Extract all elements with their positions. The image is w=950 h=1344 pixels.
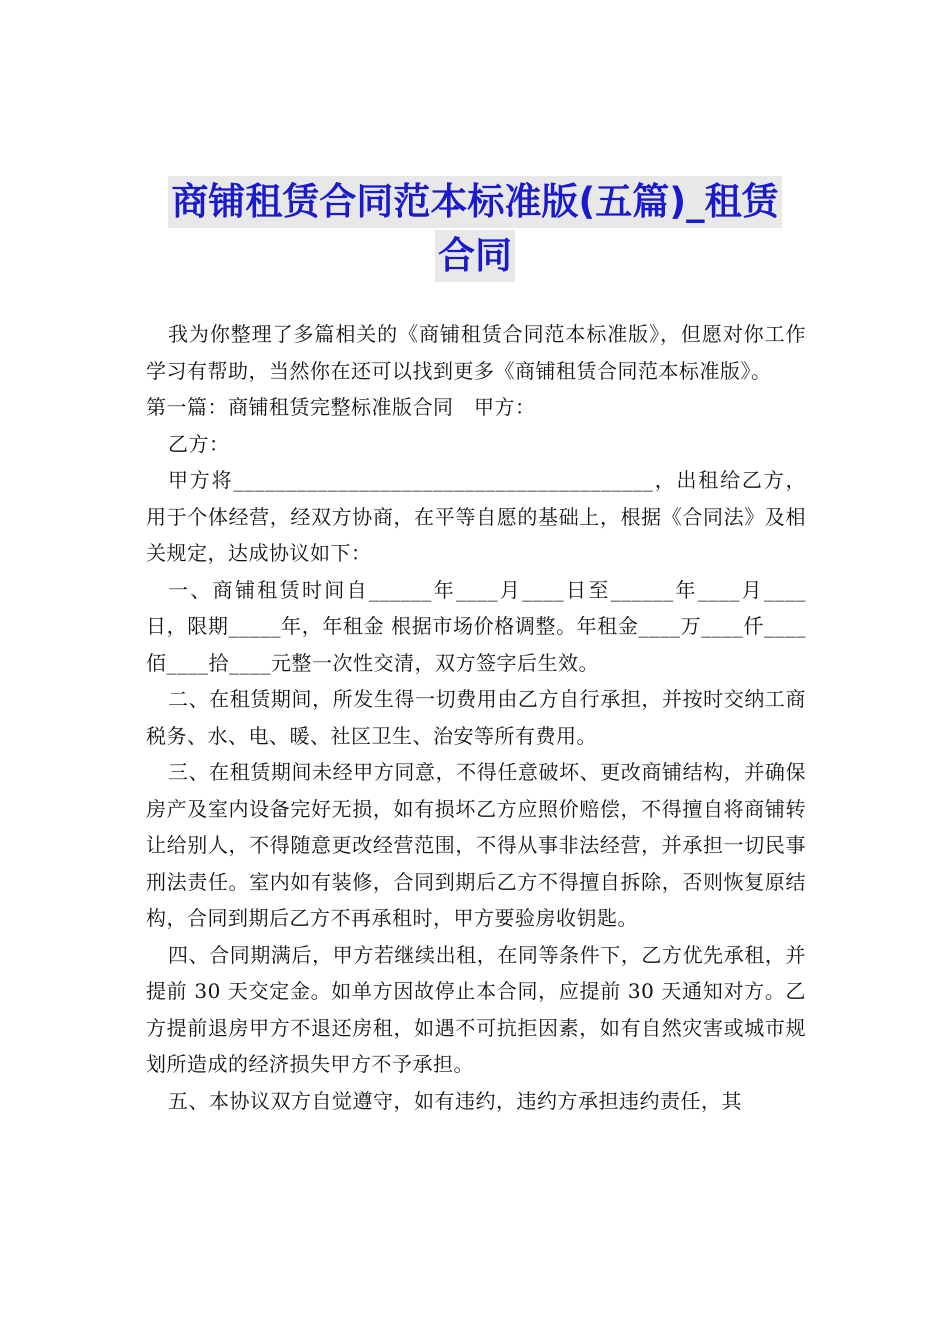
party-b-line: 乙方：: [168, 431, 230, 456]
section-heading-first: 第一篇：商铺租赁完整标准版合同 甲方：: [146, 395, 536, 419]
clause-5-paragraph: 五、本协议双方自觉遵守，如有违约，违约方承担违约责任，其: [168, 1088, 742, 1113]
intro-paragraph: 我为你整理了多篇相关的《商铺租赁合同范本标准版》，但愿对你工作学习有帮助，当然你在还可以找到更多《商铺租赁合同范本标准版》。: [146, 322, 806, 383]
lease-premise-paragraph: 甲方将________________________________________，出租给乙方，用于个体经营，经双方协商，在平等自愿的基础上，根据《合同法》及相关规定，达成协议如下：: [146, 468, 806, 565]
title-line-1: 商铺租赁合同范本标准版(五篇)_租赁: [168, 176, 781, 228]
clause-1-paragraph: 一、商铺租赁时间自______年____月____日至______年____月____日，限期_____年，年租金 根据市场价格调整。年租金____万____仟____佰____拾____元整一次性交清，双方签字后生效。: [146, 577, 806, 675]
clause-2-paragraph: 二、在租赁期间，所发生得一切费用由乙方自行承担，并按时交纳工商税务、水、电、暖、社区卫生、治安等所有费用。: [146, 687, 806, 748]
document-title: [100, 176, 850, 284]
document-body: [146, 316, 806, 1119]
title-line-2: 合同: [435, 230, 515, 282]
clause-3-paragraph: 三、在租赁期间未经甲方同意，不得任意破坏、更改商铺结构，并确保房产及室内设备完好无损，如有损坏乙方应照价赔偿，不得擅自将商铺转让给别人，不得随意更改经营范围，不得从事非法经营，并承担一切民事刑法责任。室内如有装修，合同到期后乙方不得擅自拆除，否则恢复原结构，合同到期后乙方不再承租时，甲方要验房收钥匙。: [146, 760, 806, 930]
clause-4-paragraph: 四、合同期满后，甲方若继续出租，在同等条件下，乙方优先承租，并提前 30 天交定金。如单方因故停止本合同，应提前 30 天通知对方。乙方提前退房甲方不退还房租，如遇不可抗拒因素，如有自然灾害或城市规划所造成的经济损失甲方不予承担。: [146, 942, 806, 1076]
